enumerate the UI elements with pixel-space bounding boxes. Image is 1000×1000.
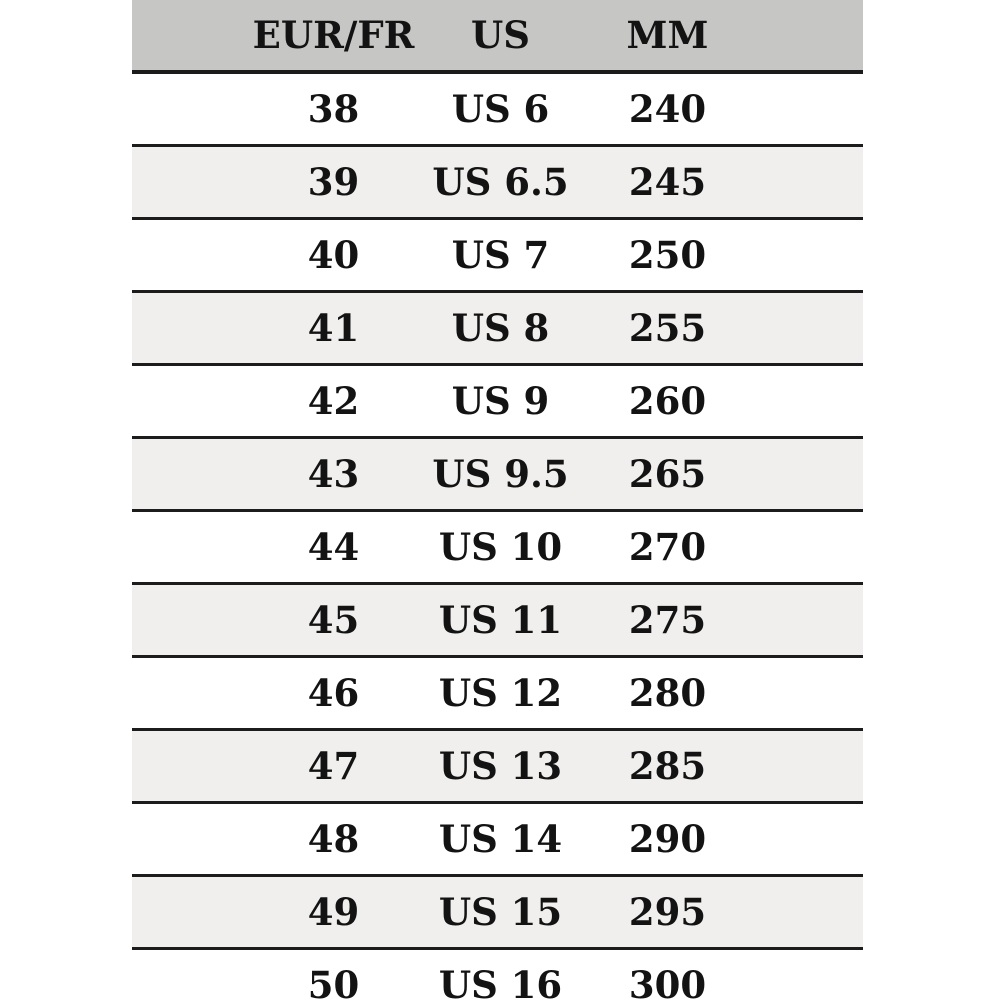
- table-row: [132, 803, 863, 876]
- cell-eur-fr: 40: [250, 219, 417, 292]
- row-spacer-cell: [751, 949, 863, 1000]
- cell-us: US 14: [417, 803, 584, 876]
- row-spacer-cell: [132, 511, 250, 584]
- cell-eur-fr: 38: [250, 72, 417, 146]
- table-row: [132, 146, 863, 219]
- row-spacer-cell: [751, 146, 863, 219]
- row-spacer-cell: [751, 219, 863, 292]
- cell-eur-fr: 46: [250, 657, 417, 730]
- size-conversion-table: [132, 0, 863, 1000]
- cell-mm: 240: [584, 72, 751, 146]
- table-row: [132, 730, 863, 803]
- cell-us: US 6.5: [417, 146, 584, 219]
- cell-us: US 6: [417, 72, 584, 146]
- cell-us: US 7: [417, 219, 584, 292]
- cell-mm: 265: [584, 438, 751, 511]
- cell-us: US 9: [417, 365, 584, 438]
- row-spacer-cell: [132, 219, 250, 292]
- cell-eur-fr: 48: [250, 803, 417, 876]
- cell-us: US 9.5: [417, 438, 584, 511]
- cell-us: US 12: [417, 657, 584, 730]
- table-row: [132, 365, 863, 438]
- column-header-us: US: [417, 0, 584, 72]
- cell-mm: 300: [584, 949, 751, 1000]
- cell-eur-fr: 49: [250, 876, 417, 949]
- cell-us: US 16: [417, 949, 584, 1000]
- row-spacer-cell: [132, 730, 250, 803]
- row-spacer-cell: [132, 72, 250, 146]
- table-row: [132, 292, 863, 365]
- cell-mm: 260: [584, 365, 751, 438]
- cell-mm: 245: [584, 146, 751, 219]
- cell-mm: 270: [584, 511, 751, 584]
- cell-us: US 13: [417, 730, 584, 803]
- cell-eur-fr: 42: [250, 365, 417, 438]
- row-spacer-cell: [751, 72, 863, 146]
- row-spacer-cell: [751, 657, 863, 730]
- table-row: [132, 949, 863, 1000]
- cell-eur-fr: 43: [250, 438, 417, 511]
- row-spacer-cell: [751, 511, 863, 584]
- cell-us: US 8: [417, 292, 584, 365]
- row-spacer-cell: [132, 292, 250, 365]
- header-spacer-cell: [132, 0, 250, 72]
- table-row: [132, 438, 863, 511]
- cell-mm: 285: [584, 730, 751, 803]
- row-spacer-cell: [132, 657, 250, 730]
- row-spacer-cell: [132, 949, 250, 1000]
- cell-us: US 15: [417, 876, 584, 949]
- cell-mm: 275: [584, 584, 751, 657]
- row-spacer-cell: [132, 438, 250, 511]
- row-spacer-cell: [132, 365, 250, 438]
- row-spacer-cell: [751, 730, 863, 803]
- row-spacer-cell: [751, 876, 863, 949]
- column-header-eur-fr: EUR/FR: [250, 0, 417, 72]
- cell-eur-fr: 50: [250, 949, 417, 1000]
- row-spacer-cell: [751, 292, 863, 365]
- cell-mm: 255: [584, 292, 751, 365]
- header-row: [132, 0, 863, 72]
- table-row: [132, 219, 863, 292]
- row-spacer-cell: [751, 365, 863, 438]
- row-spacer-cell: [751, 803, 863, 876]
- cell-mm: 290: [584, 803, 751, 876]
- row-spacer-cell: [132, 876, 250, 949]
- cell-mm: 295: [584, 876, 751, 949]
- table-row: [132, 876, 863, 949]
- cell-eur-fr: 45: [250, 584, 417, 657]
- cell-mm: 280: [584, 657, 751, 730]
- cell-us: US 11: [417, 584, 584, 657]
- table-row: [132, 72, 863, 146]
- table-row: [132, 584, 863, 657]
- cell-mm: 250: [584, 219, 751, 292]
- cell-eur-fr: 41: [250, 292, 417, 365]
- row-spacer-cell: [132, 803, 250, 876]
- cell-eur-fr: 44: [250, 511, 417, 584]
- row-spacer-cell: [132, 146, 250, 219]
- row-spacer-cell: [751, 438, 863, 511]
- header-spacer-cell: [751, 0, 863, 72]
- cell-eur-fr: 39: [250, 146, 417, 219]
- cell-eur-fr: 47: [250, 730, 417, 803]
- table-row: [132, 657, 863, 730]
- table-row: [132, 511, 863, 584]
- row-spacer-cell: [132, 584, 250, 657]
- cell-us: US 10: [417, 511, 584, 584]
- column-header-mm: MM: [584, 0, 751, 72]
- row-spacer-cell: [751, 584, 863, 657]
